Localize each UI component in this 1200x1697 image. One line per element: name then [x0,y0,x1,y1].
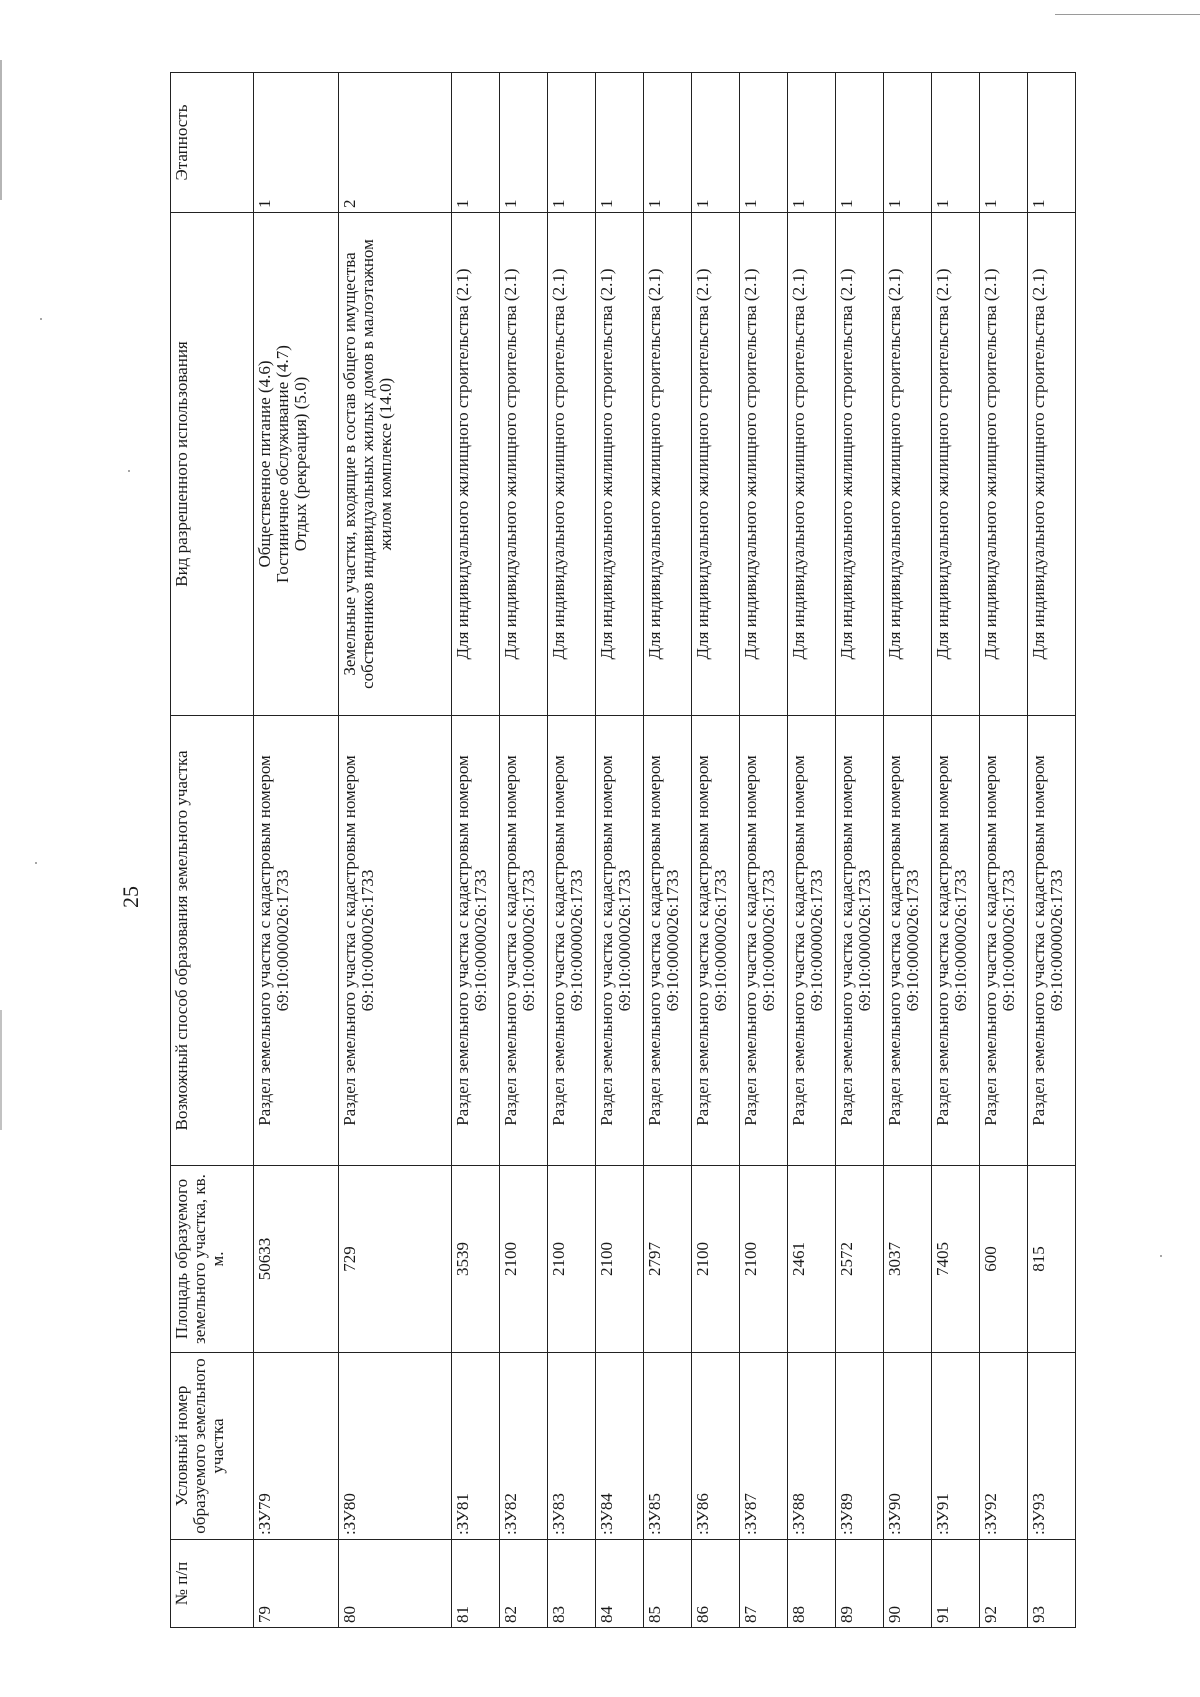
floors-cell: 1 [884,73,932,213]
floors-cell: 1 [836,73,884,213]
row-number-cell: 90 [884,1540,932,1628]
table-row [596,73,644,1628]
plot-code-cell: :ЗУ89 [836,1353,884,1540]
permitted-use-cell [339,213,452,716]
table-row [500,73,548,1628]
row-number-cell: 81 [452,1540,500,1628]
plot-area-cell: 2461 [788,1166,836,1353]
floors-cell: 1 [932,73,980,213]
formation-method-cell: Раздел земельного участка с кадастровым номером 69:10:0000026:1733 [596,716,644,1166]
row-number-cell: 80 [339,1540,452,1628]
permitted-use-cell [500,213,548,716]
permitted-use-cell [884,213,932,716]
permitted-use-line: Для индивидуального жилищного строительства (2.1) [741,268,760,660]
header-code: Условный номер образуемого земельного участка [171,1353,254,1540]
formation-method-cell: Раздел земельного участка с кадастровым номером 69:10:0000026:1733 [836,716,884,1166]
formation-method-cell: Раздел земельного участка с кадастровым номером 69:10:0000026:1733 [548,716,596,1166]
table-row [1028,73,1076,1628]
floors-cell: 1 [452,73,500,213]
table-header-row [171,73,254,1628]
table-row [884,73,932,1628]
plot-code-cell: :ЗУ82 [500,1353,548,1540]
header-num: № п/п [171,1540,254,1628]
plot-area-cell: 2100 [500,1166,548,1353]
table-row [452,73,500,1628]
table-row [644,73,692,1628]
plot-area-cell: 2797 [644,1166,692,1353]
plot-area-cell: 2100 [548,1166,596,1353]
plot-code-cell: :ЗУ91 [932,1353,980,1540]
formation-method-cell: Раздел земельного участка с кадастровым номером 69:10:0000026:1733 [884,716,932,1166]
page-number: 25 [118,886,143,908]
permitted-use-cell [452,213,500,716]
floors-cell: 1 [980,73,1028,213]
formation-method-cell: Раздел земельного участка с кадастровым номером 69:10:0000026:1733 [980,716,1028,1166]
plot-code-cell: :ЗУ93 [1028,1353,1076,1540]
formation-method-cell: Раздел земельного участка с кадастровым номером 69:10:0000026:1733 [788,716,836,1166]
plot-area-cell: 3539 [452,1166,500,1353]
table-row [740,73,788,1628]
plot-code-cell: :ЗУ90 [884,1353,932,1540]
permitted-use-cell [692,213,740,716]
row-number-cell: 88 [788,1540,836,1628]
floors-cell: 1 [500,73,548,213]
table-row [339,73,452,1628]
permitted-use-line: Для индивидуального жилищного строительства (2.1) [693,268,712,660]
table-row [788,73,836,1628]
row-number-cell: 91 [932,1540,980,1628]
permitted-use-cell [548,213,596,716]
floors-cell: 1 [548,73,596,213]
plot-area-cell: 7405 [932,1166,980,1353]
floors-cell: 1 [254,73,339,213]
row-number-cell: 93 [1028,1540,1076,1628]
header-area: Площадь образуемого земельного участка, кв. м. [171,1166,254,1353]
plot-code-cell: :ЗУ92 [980,1353,1028,1540]
permitted-use-cell [644,213,692,716]
permitted-use-line: Для индивидуального жилищного строительства (2.1) [1029,268,1048,660]
permitted-use-line: Земельные участки, входящие в состав общего имущества собственников индивидуальных жилых домов в малоэтажном жилом комплексе (14.0) [340,239,395,689]
floors-cell: 1 [788,73,836,213]
plot-area-cell: 815 [1028,1166,1076,1353]
permitted-use-line: Для индивидуального жилищного строительства (2.1) [549,268,568,660]
floors-cell: 1 [1028,73,1076,213]
formation-method-cell: Раздел земельного участка с кадастровым номером 69:10:0000026:1733 [500,716,548,1166]
permitted-use-line: Для индивидуального жилищного строительства (2.1) [933,268,952,660]
permitted-use-cell [1028,213,1076,716]
plot-code-cell: :ЗУ87 [740,1353,788,1540]
plot-code-cell: :ЗУ86 [692,1353,740,1540]
plot-area-cell: 50633 [254,1166,339,1353]
plot-area-cell: 2100 [692,1166,740,1353]
permitted-use-line: Гостиничное обслуживание (4.7) [272,345,292,583]
permitted-use-line: Для индивидуального жилищного строительства (2.1) [597,268,616,660]
plot-code-cell: :ЗУ88 [788,1353,836,1540]
permitted-use-cell [932,213,980,716]
header-use: Вид разрешенного использования [171,213,254,716]
floors-cell: 1 [692,73,740,213]
plot-code-cell: :ЗУ80 [339,1353,452,1540]
permitted-use-cell [740,213,788,716]
formation-method-cell: Раздел земельного участка с кадастровым номером 69:10:0000026:1733 [740,716,788,1166]
row-number-cell: 85 [644,1540,692,1628]
permitted-use-line: Для индивидуального жилищного строительства (2.1) [885,268,904,660]
permitted-use-line: Для индивидуального жилищного строительства (2.1) [789,268,808,660]
floors-cell: 1 [740,73,788,213]
permitted-use-line: Для индивидуального жилищного строительства (2.1) [981,268,1000,660]
formation-method-cell: Раздел земельного участка с кадастровым номером 69:10:0000026:1733 [452,716,500,1166]
plot-area-cell: 2572 [836,1166,884,1353]
plot-code-cell: :ЗУ83 [548,1353,596,1540]
floors-cell: 1 [596,73,644,213]
permitted-use-line: Для индивидуального жилищного строительства (2.1) [645,268,664,660]
plot-code-cell: :ЗУ79 [254,1353,339,1540]
permitted-use-cell [254,213,339,716]
row-number-cell: 92 [980,1540,1028,1628]
floors-cell: 1 [644,73,692,213]
permitted-use-cell [836,213,884,716]
table-row [980,73,1028,1628]
formation-method-cell: Раздел земельного участка с кадастровым номером 69:10:0000026:1733 [692,716,740,1166]
plot-code-cell: :ЗУ81 [452,1353,500,1540]
permitted-use-cell [788,213,836,716]
row-number-cell: 79 [254,1540,339,1628]
plot-area-cell: 2100 [740,1166,788,1353]
table-body [254,73,1076,1628]
header-method: Возможный способ образования земельного участка [171,716,254,1166]
table-row [932,73,980,1628]
table-row [692,73,740,1628]
land-plots-table [170,72,1076,1628]
plot-area-cell: 2100 [596,1166,644,1353]
floors-cell: 2 [339,73,452,213]
row-number-cell: 82 [500,1540,548,1628]
table-row [836,73,884,1628]
table-row [548,73,596,1628]
plot-code-cell: :ЗУ85 [644,1353,692,1540]
formation-method-cell: Раздел земельного участка с кадастровым номером 69:10:0000026:1733 [1028,716,1076,1166]
row-number-cell: 84 [596,1540,644,1628]
permitted-use-line: Для индивидуального жилищного строительства (2.1) [453,268,472,660]
permitted-use-cell [596,213,644,716]
plot-area-cell: 600 [980,1166,1028,1353]
permitted-use-line: Для индивидуального жилищного строительства (2.1) [501,268,520,660]
permitted-use-line: Отдых (рекреация) (5.0) [290,376,310,552]
permitted-use-cell [980,213,1028,716]
permitted-use-line: Общественное питание (4.6) [255,360,274,568]
table-row [254,73,339,1628]
formation-method-cell: Раздел земельного участка с кадастровым номером 69:10:0000026:1733 [644,716,692,1166]
plot-code-cell: :ЗУ84 [596,1353,644,1540]
plot-area-cell: 729 [339,1166,452,1353]
row-number-cell: 87 [740,1540,788,1628]
row-number-cell: 86 [692,1540,740,1628]
formation-method-cell: Раздел земельного участка с кадастровым номером 69:10:0000026:1733 [932,716,980,1166]
permitted-use-line: Для индивидуального жилищного строительства (2.1) [837,268,856,660]
row-number-cell: 89 [836,1540,884,1628]
formation-method-cell: Раздел земельного участка с кадастровым номером 69:10:0000026:1733 [339,716,452,1166]
formation-method-cell: Раздел земельного участка с кадастровым номером 69:10:0000026:1733 [254,716,339,1166]
row-number-cell: 83 [548,1540,596,1628]
plot-area-cell: 3037 [884,1166,932,1353]
header-floors: Этапность [171,73,254,213]
